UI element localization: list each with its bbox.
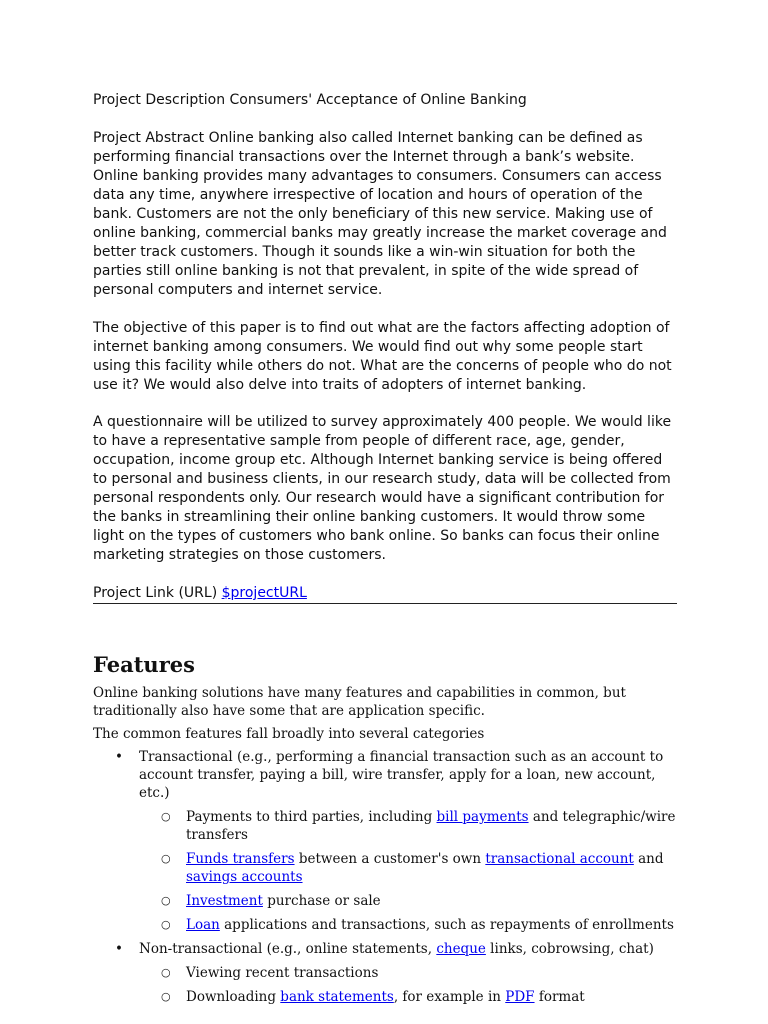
project-url-link[interactable]: $projectURL (221, 585, 307, 601)
list-item-non-transactional (93, 940, 677, 1006)
list-item (139, 808, 677, 844)
download-text: Downloading (186, 989, 281, 1005)
divider (93, 603, 677, 604)
features-list (93, 748, 677, 1012)
payments-text-end: and telegraphic/wire transfers (186, 809, 676, 843)
list-item (139, 988, 677, 1006)
funds-text: between a customer's own (294, 851, 486, 867)
download-text-mid: , for example in (393, 989, 506, 1005)
list-item (139, 916, 677, 934)
list-item-transactional (93, 748, 677, 934)
project-questionnaire: A questionnaire will be utilized to survey approximately 400 people. We would like to have a representative sample from people of different race, age, gender, occupation, income group etc. Although Internet banking service is being offered to personal and business clients, in our research study, data will be collected from personal respondents only. Our research would have a significant contribution for the banks in streamlining their online banking customers. It would throw some light on the types of customers who bank online. So banks can focus their online marketing strategies on those customers. (93, 414, 672, 563)
project-link-label: Project Link (URL) (93, 585, 218, 601)
download-text-end: format (534, 989, 585, 1005)
transactional-account-link[interactable]: transactional account (485, 851, 634, 867)
cheque-link[interactable]: cheque (436, 941, 486, 957)
transactional-label: Transactional (e.g., performing a financial transaction such as an account to account transfer, paying a bill, wire transfer, apply for a loan, new account, etc.) (139, 749, 664, 801)
features-categories-intro: The common features fall broadly into several categories (93, 726, 485, 742)
loan-text: applications and transactions, such as repayments of enrollments (219, 917, 674, 933)
loan-link[interactable]: Loan (186, 917, 220, 933)
non-transactional-label: Non-transactional (e.g., online statements, (139, 941, 437, 957)
payments-text: Payments to third parties, including (186, 809, 437, 825)
bank-statements-link[interactable]: bank statements (280, 989, 394, 1005)
list-item (139, 892, 677, 910)
non-transactional-label-end: links, cobrowsing, chat) (485, 941, 654, 957)
non-transactional-sublist (139, 964, 677, 1006)
list-item (139, 850, 677, 886)
project-title: Project Description Consumers' Acceptance of Online Banking (93, 92, 527, 108)
investment-link[interactable]: Investment (186, 893, 263, 909)
list-item: ○ Viewing recent transactions (139, 964, 677, 982)
savings-accounts-link[interactable]: savings accounts (186, 869, 303, 885)
bill-payments-link[interactable]: bill payments (436, 809, 529, 825)
pdf-link[interactable]: PDF (505, 989, 535, 1005)
project-abstract: Project Abstract Online banking also called Internet banking can be defined as performing financial transactions over the Internet through a bank’s website. Online banking provides many advantages to consumers. Consumers can access data any time, anywhere irrespective of location and hours of operation of the bank. Customers are not the only beneficiary of this new service. Making use of online banking, commercial banks may greatly increase the market coverage and better track customers. Though it sounds like a win-win situation for both the parties still online banking is not that prevalent, in spite of the wide spread of personal computers and internet service. (93, 130, 667, 298)
project-objective: The objective of this paper is to find out what are the factors affecting adoption of internet banking among consumers. We would find out why some people start using this facility while others do not. What are the concerns of people who do not use it? We would also delve into traits of adopters of internet banking. (93, 320, 672, 393)
features-intro: Online banking solutions have many features and capabilities in common, but traditionally also have some that are application specific. (93, 685, 626, 719)
transactional-sublist (139, 808, 677, 934)
funds-and-text: and (633, 851, 664, 867)
project-link-line (93, 584, 677, 603)
investment-text: purchase or sale (262, 893, 381, 909)
funds-transfers-link[interactable]: Funds transfers (186, 851, 295, 867)
features-heading: Features (93, 652, 195, 677)
